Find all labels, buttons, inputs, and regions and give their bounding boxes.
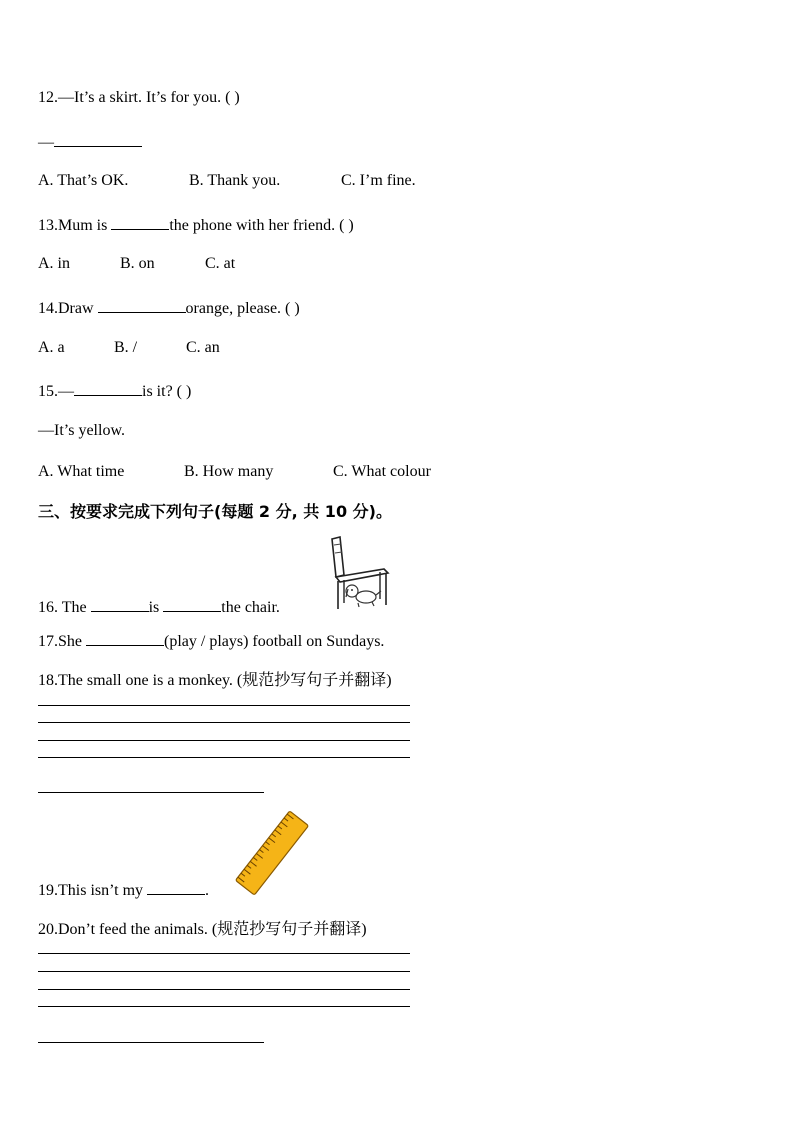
q17-stem bbox=[38, 629, 384, 652]
q13-stem-before: 13.Mum is bbox=[38, 217, 112, 234]
q13-option-b[interactable]: B. on bbox=[120, 255, 155, 272]
q14-option-b[interactable]: B. / bbox=[114, 339, 138, 356]
q14-stem-before: 14.Draw bbox=[38, 300, 98, 317]
q15-blank[interactable] bbox=[74, 379, 142, 396]
q18-writing-line-4[interactable] bbox=[38, 757, 410, 758]
q16-part1: 16. The bbox=[38, 599, 91, 616]
chair-with-dog-under-icon bbox=[326, 535, 392, 611]
q13-blank[interactable] bbox=[111, 213, 169, 230]
q12-stem: 12.—It’s a skirt. It’s for you. ( ) bbox=[38, 89, 240, 106]
q20-translation-line[interactable] bbox=[38, 1042, 264, 1043]
q12-dash: — bbox=[38, 134, 54, 151]
q12-option-a[interactable]: A. That’s OK. bbox=[38, 172, 129, 189]
q19-blank[interactable] bbox=[147, 878, 205, 895]
q14-stem-after: orange, please. ( ) bbox=[185, 300, 300, 317]
q12-answer-line bbox=[38, 130, 142, 153]
q17-blank[interactable] bbox=[86, 629, 164, 646]
q15-option-a[interactable]: A. What time bbox=[38, 463, 125, 480]
q18-writing-line-2[interactable] bbox=[38, 722, 410, 723]
q17-stem-after: (play / plays) football on Sundays. bbox=[164, 633, 385, 650]
q13-option-a[interactable]: A. in bbox=[38, 255, 70, 272]
q16-part2: is bbox=[148, 599, 164, 616]
q14-blank[interactable] bbox=[98, 296, 186, 313]
q19-stem-after: . bbox=[205, 882, 210, 899]
q15-option-b[interactable]: B. How many bbox=[184, 463, 274, 480]
q19-stem bbox=[38, 878, 209, 901]
q14-stem bbox=[38, 296, 300, 319]
q20-writing-line-1[interactable] bbox=[38, 953, 410, 954]
q18-writing-line-1[interactable] bbox=[38, 705, 410, 706]
q16-blank-2[interactable] bbox=[163, 595, 221, 612]
q16-part3: the chair. bbox=[221, 599, 280, 616]
q13-stem bbox=[38, 213, 354, 236]
q19-stem-before: 19.This isn’t my bbox=[38, 882, 148, 899]
q14-option-a[interactable]: A. a bbox=[38, 339, 65, 356]
q18-writing-line-3[interactable] bbox=[38, 740, 410, 741]
section-3-heading: 三、按要求完成下列句子(每题 2 分, 共 10 分)。 bbox=[38, 502, 392, 521]
q18-translation-line[interactable] bbox=[38, 792, 264, 793]
q18-stem: 18.The small one is a monkey. (规范抄写句子并翻译) bbox=[38, 672, 392, 689]
q12-option-c[interactable]: C. I’m fine. bbox=[341, 172, 416, 189]
q14-option-c[interactable]: C. an bbox=[186, 339, 220, 356]
q12-option-b[interactable]: B. Thank you. bbox=[189, 172, 281, 189]
q20-stem: 20.Don’t feed the animals. (规范抄写句子并翻译) bbox=[38, 921, 367, 938]
q17-stem-before: 17.She bbox=[38, 633, 86, 650]
q16-blank-1[interactable] bbox=[91, 595, 149, 612]
q15-stem bbox=[38, 379, 191, 402]
q20-writing-line-2[interactable] bbox=[38, 971, 410, 972]
q20-writing-line-4[interactable] bbox=[38, 1006, 410, 1007]
ruler-icon bbox=[234, 810, 310, 896]
q15-answer: —It’s yellow. bbox=[38, 422, 125, 439]
q13-option-c[interactable]: C. at bbox=[205, 255, 236, 272]
q13-stem-after: the phone with her friend. ( ) bbox=[169, 217, 354, 234]
q15-stem-after: is it? ( ) bbox=[142, 383, 192, 400]
q20-writing-line-3[interactable] bbox=[38, 989, 410, 990]
q15-option-c[interactable]: C. What colour bbox=[333, 463, 431, 480]
q16-stem bbox=[38, 595, 280, 618]
q12-answer-blank[interactable] bbox=[54, 130, 142, 147]
q15-stem-before: 15.— bbox=[38, 383, 74, 400]
